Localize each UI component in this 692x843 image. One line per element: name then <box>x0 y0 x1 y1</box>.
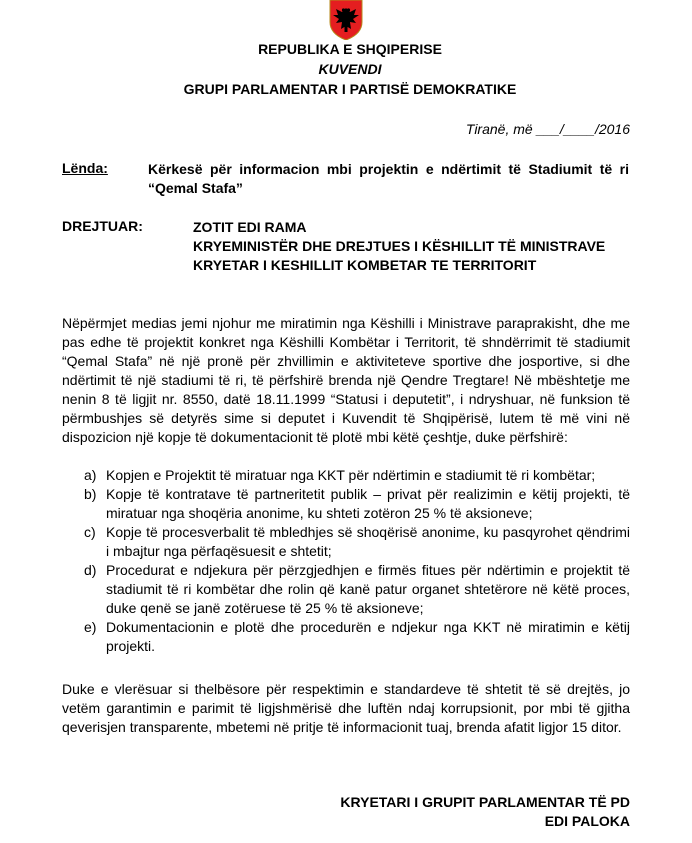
list-item-text: Procedurat e ndjekura për përzgjedhjen e firmës fitues për ndërtimin e projektit të stadiumit të ri kombëtar dhe rolin që kanë patur organet shtetërore në këtë proces, duke qenë se janë zotëruese të 25 % të aksioneve; <box>106 562 630 616</box>
body-paragraph-intro: Nëpërmjet medias jemi njohur me miratimin nga Këshilli i Ministrave paraprakisht, dhe me pas edhe të projektit konkret nga Këshilli Kombëtar i Territorit, të shndërrimit të stadiumit “Qemal Stafa” në një pronë për zhvillimin e aktiviteteve sportive dhe josportive, si dhe ndërtimit të një stadiumi të ri, të përfshirë brenda një Qendre Tregtare! Në mbështetje me nenin 8 të ligjit nr. 8550, datë 18.11.1999 “Statusi i deputetit”, i ndryshuar, në funksion të përmbushjes së detyrës sime si deputet i Kuvendit të Shqipërisë, lutem të më vini në dispozicion një kopje të dokumentacionit të plotë mbi këtë çeshtje, duke përfshirë: <box>62 315 630 445</box>
albanian-coat-of-arms-icon <box>328 0 364 40</box>
list-item <box>62 561 630 618</box>
list-item-text: Kopje të kontratave të partneritetit publik – privat për realizimin e këtij projekti, të miratuar nga shoqëria anonime, ku shteti zotëron 25 % të aksioneve; <box>106 486 630 521</box>
list-item <box>62 618 630 656</box>
list-marker: a) <box>84 467 97 483</box>
list-item <box>62 466 630 485</box>
subject-text: Kërkesë për informacion mbi projektin e ndërtimit të Stadiumit të ri “Qemal Stafa” <box>148 161 629 196</box>
group-title: GRUPI PARLAMENTAR I PARTISË DEMOKRATIKE <box>183 81 517 97</box>
addressee-name: ZOTIT EDI RAMA <box>193 219 307 235</box>
body-paragraph-closing: Duke e vlerësuar si thelbësore për respektimin e standardeve të shtetit të së drejtës, jo vetëm garantimin e parimit të ligjshmërisë dhe luftën ndaj korrupsionit, por mbi të gjitha qeverisjen transparente, mbetemi në pritje të informacionit tuaj, brenda afatit ligjor 15 ditor. <box>62 681 630 735</box>
request-list <box>62 466 630 656</box>
addressee-title-1: KRYEMINISTËR DHE DREJTUES I KËSHILLIT TË MINISTRAVE <box>193 238 606 254</box>
date-line: Tiranë, më ___/____/2016 <box>465 121 630 137</box>
addressee-title-2: KRYETAR I KESHILLIT KOMBETAR TE TERRITORIT <box>193 257 537 273</box>
list-item <box>62 523 630 561</box>
subject-label: Lënda: <box>62 160 108 176</box>
parliament-title: KUVENDI <box>318 61 382 77</box>
list-item-text: Kopje të procesverbalit të mbledhjes së shoqërisë anonime, ku pasqyrohet qëndrimi i mbajtur nga përfaqësuesit e shtetit; <box>106 524 630 559</box>
signature-title: KRYETARI I GRUPIT PARLAMENTAR TË PD <box>340 794 630 810</box>
list-item-text: Kopjen e Projektit të miratuar nga KKT për ndërtimin e stadiumit të ri kombëtar; <box>106 467 596 483</box>
list-marker: b) <box>84 486 97 502</box>
republic-title: REPUBLIKA E SHQIPERISE <box>258 41 442 57</box>
list-marker: c) <box>84 524 96 540</box>
list-item-text: Dokumentacionin e plotë dhe procedurën e ndjekur nga KKT në miratimin e këtij projekti. <box>106 619 630 654</box>
signature-name: EDI PALOKA <box>544 813 630 829</box>
list-marker: e) <box>84 619 97 635</box>
list-item <box>62 485 630 523</box>
addressee-block <box>193 218 605 275</box>
addressee-label: DREJTUAR: <box>62 218 143 234</box>
list-marker: d) <box>84 562 97 578</box>
